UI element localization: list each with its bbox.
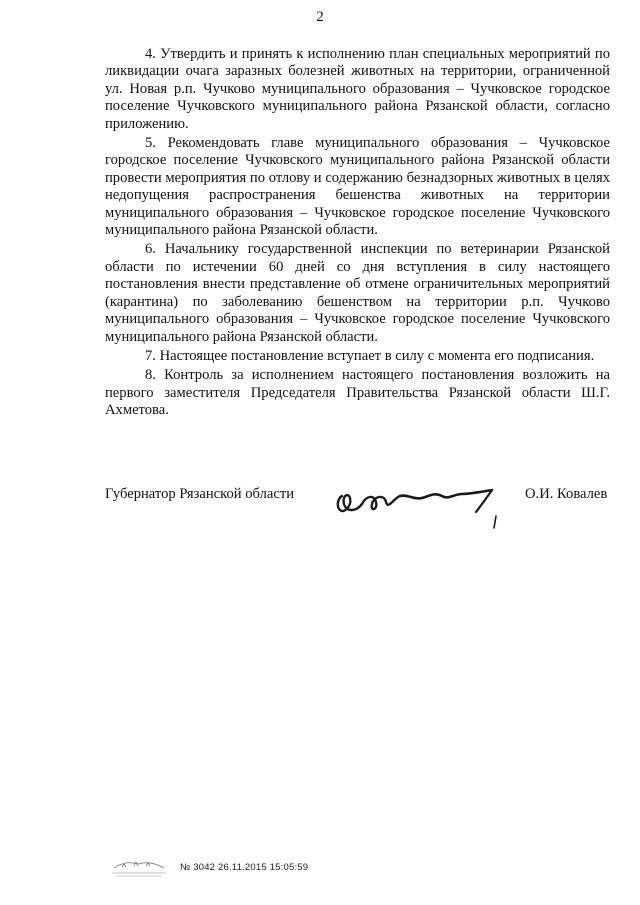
signatory-name: О.И. Ковалев [525,486,608,502]
page-number: 2 [316,9,324,25]
paragraph-8: 8. Контроль за исполнением настоящего постановления возложить на первого заместителя Председателя Правительства Рязанской области Ш.Г. Ахметова. [105,367,610,419]
registry-logo-icon [108,858,170,878]
paragraph-5: 5. Рекомендовать главе муниципального образования – Чучковское городское поселение Чучковского муниципального района Рязанской области провести мероприятия по отлову и содержанию безнадзорных животных в целях недопущения распространения бешенства животных на территории муниципального образования – Чучковское городское поселение Чучковского муниципального района Рязанской области. [105,135,610,239]
paragraph-7: 7. Настоящее постановление вступает в силу с момента его подписания. [145,347,595,364]
handwritten-signature [330,476,510,536]
document-body [105,46,610,422]
paragraph-6: 6. Начальнику государственной инспекции по ветеринарии Рязанской области по истечении 60 дней со дня вступления в силу настоящего постановления внести представление об отмене ограничительных мероприятий (карантина) по заболеванию бешенством на территории р.п. Чучково муниципального образования – Чучковское городское поселение Чучковского муниципального района Рязанской области. [105,241,610,345]
paragraph-4: 4. Утвердить и принять к исполнению план специальных мероприятий по ликвидации очага заразных болезней животных на территории, ограниченной ул. Новая р.п. Чучково муниципального образования – Чучковское городское поселение Чучковского муниципального района Рязанской области, согласно приложению. [105,46,610,132]
signatory-title: Губернатор Рязанской области [105,486,295,502]
registration-stamp: № 3042 26.11.2015 15:05:59 [180,862,309,873]
